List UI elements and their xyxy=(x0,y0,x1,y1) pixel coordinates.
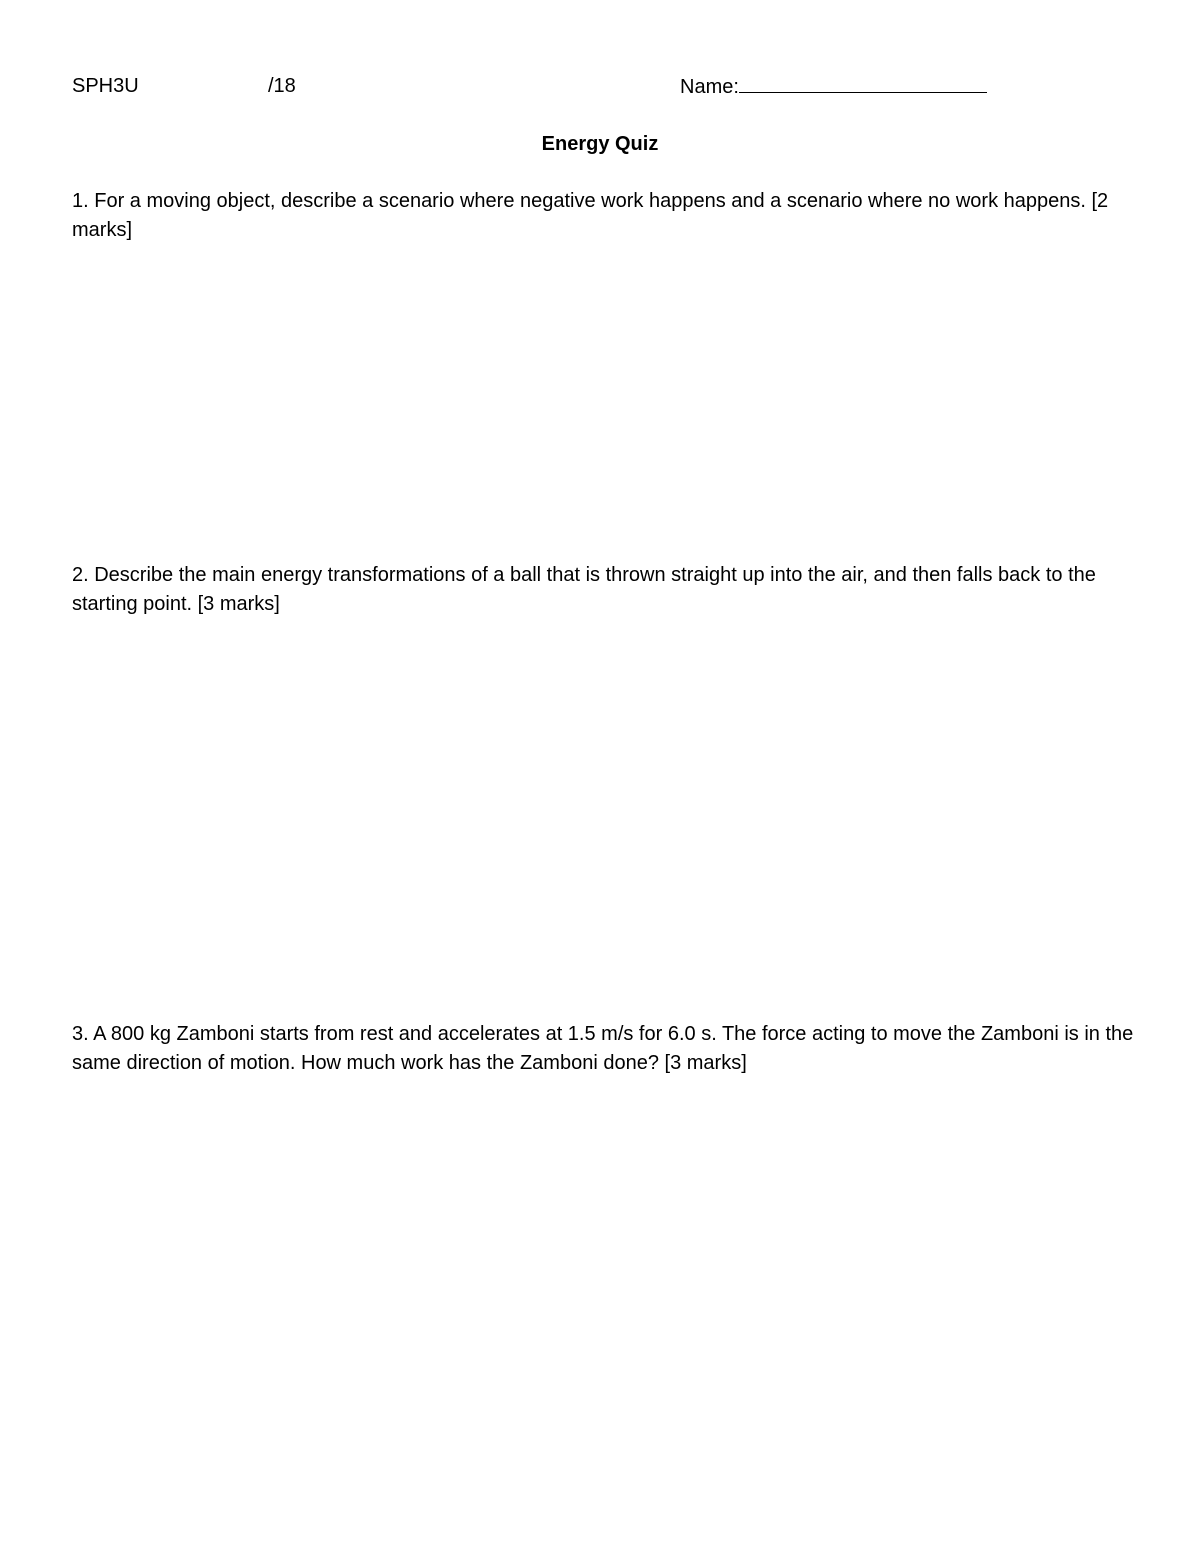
name-field[interactable] xyxy=(680,74,987,99)
page-title: Energy Quiz xyxy=(541,133,659,155)
answer-space-3[interactable] xyxy=(72,1085,1132,1515)
score-total: /18 xyxy=(268,75,296,97)
header-row xyxy=(72,74,1132,102)
course-code: SPH3U xyxy=(72,75,139,97)
name-label: Name: xyxy=(680,76,739,98)
question-2: 2. Describe the main energy transformations of a ball that is thrown straight up into the air, and then falls back to the starting point. [3 marks] xyxy=(72,564,1096,615)
answer-space-2[interactable] xyxy=(72,625,1132,1005)
question-1: 1. For a moving object, describe a scenario where negative work happens and a scenario where no work happens. [2 marks] xyxy=(72,190,1109,241)
answer-space-1[interactable] xyxy=(72,250,1132,550)
name-blank-line[interactable] xyxy=(739,74,987,93)
question-3: 3. A 800 kg Zamboni starts from rest and accelerates at 1.5 m/s for 6.0 s. The force acting to move the Zamboni is in the same direction of motion. How much work has the Zamboni done? [3 marks] xyxy=(72,1023,1134,1074)
